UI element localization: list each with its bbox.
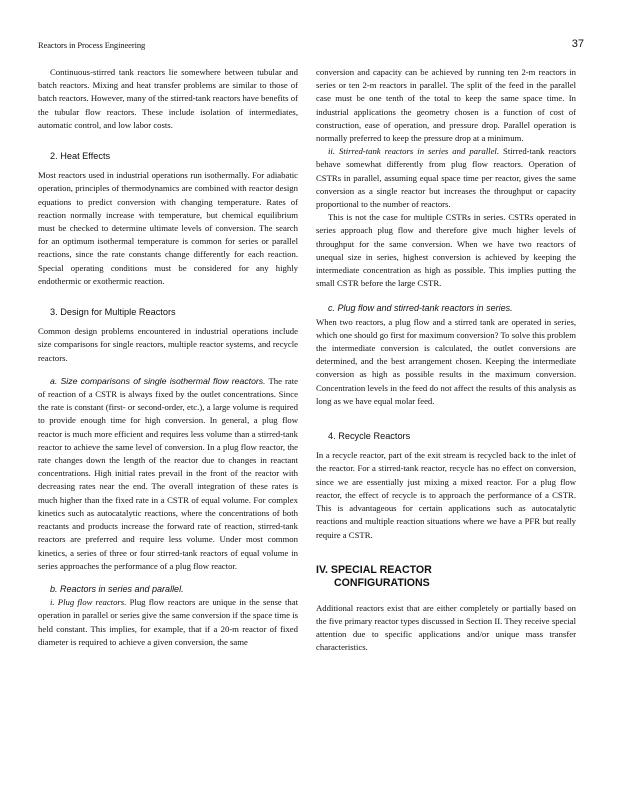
paragraph-heat-effects: Most reactors used in industrial operations run isothermally. For adiabatic operation, principles of thermodynamics are combined with reactor design equations to predict conversion with changing temperature. Rates of reaction normally increase with temperature, but chemical equilibrium must be checked to determine ultimate levels of conversion. The search for an optimum isothermal temperature is common for series or parallel reactions, since the rate constants change differently for each reaction. Special operating conditions must be considered for any highly endothermic or exothermic reaction. [38, 170, 298, 286]
page-header [38, 40, 584, 54]
subheading-plug-flow-stirred: c. Plug flow and stirred-tank reactors in series. [328, 303, 513, 314]
heading-multiple-reactors: 3. Design for Multiple Reactors [50, 307, 176, 318]
right-column [316, 66, 576, 655]
paragraph-additional-reactors: Additional reactors exist that are either completely or partially based on the five primary reactor types discussed in Section II. They receive special attention due to specific applications and/or unique mass transfer characteristics. [316, 602, 576, 653]
paragraph-cstr-intro: Continuous-stirred tank reactors lie somewhere between tubular and batch reactors. Mixing and heat transfer problems are similar to those of batch reactors. However, many of the stirred-tank reactors have benefits of the tubular flow reactors. These include isolation of intermediates, automatic control, and low labor costs. [38, 67, 298, 130]
heading-special-line2: CONFIGURATIONS [334, 576, 430, 589]
running-head: Reactors in Process Engineering [38, 40, 146, 50]
heading-special-configurations [316, 564, 576, 590]
lead-stirred-tank: ii. Stirred-tank reactors in series and parallel. [328, 146, 500, 157]
paragraph-plug-flow [38, 596, 298, 649]
page-number: 37 [571, 38, 584, 50]
paragraph-two-reactors: When two reactors, a plug flow and a stirred tank are operated in series, which one should go first for maximum conversion? To solve this problem the intermediate conversion is calculated, the outlet conversions are determined, and the best arrangement chosen. Keeping the intermediate conversion as high as possible results in the maximum conversion. Concentration levels in the feed do not affect the results of this analysis as long as we have equal molar feed. [316, 316, 576, 406]
paragraph-cstrs-series: This is not the case for multiple CSTRs in series. CSTRs operated in series approach plug flow and therefore give much higher levels of throughput for the same conversion. When we have two reactors of unequal size in series, highest conversion is achieved by keeping the intermediate concentration as high as possible. This implies putting the small CSTR before the large CSTR. [316, 212, 576, 289]
subheading-series-parallel: b. Reactors in series and parallel. [50, 583, 184, 594]
paragraph-conversion-capacity: conversion and capacity can be achieved by running ten 2-m reactors in series or ten 2-m reactors in parallel. The split of the feed in the parallel case must be one tenth of the total to keep the same space time. In industrial applications the geometry chosen is a function of cost of construction, ease of operation, and pressure drop. Parallel operation is normally preferred to keep the pressure drop at a minimum. [316, 67, 576, 144]
paragraph-size-comparisons [38, 375, 298, 573]
paragraph-design-problems: Common design problems encountered in industrial operations include size comparisons for single reactors, multiple reactor systems, and recycle reactors. [38, 326, 298, 363]
subheading-size-comparisons: a. Size comparisons of single isothermal flow reactors. [50, 375, 266, 386]
text-plug-flow: Plug flow reactors are unique in the sense that operation in parallel or series give the same conversion if the space time is held constant. This implies, for example, that if a 20-m reactor of fixed diameter is required to achieve a given conversion, the same [38, 597, 298, 647]
heading-special-line1: IV. SPECIAL REACTOR [316, 563, 432, 576]
paragraph-stirred-tank-series [316, 145, 576, 211]
left-column [38, 66, 298, 649]
text-stirred-tank: Stirred-tank reactors behave somewhat differently from plug flow reactors. Operation of CSTRs in parallel, assuming equal space time per reactor, gives the same conversion as a single reactor but increases the throughput or capacity proportional to the number of reactors. [316, 146, 576, 210]
heading-recycle-reactors: 4. Recycle Reactors [328, 431, 411, 442]
text-size-comparisons: The rate of reaction of a CSTR is always fixed by the outlet concentrations. Since the rate is constant (first- or second-order, etc.), a large volume is required to provide enough time for high conversion. In general, a plug flow reactor is much more efficient and requires less volume than a stirred-tank reactor to achieve the same level of conversion. In a plug flow reactor, the rate changes down the length of the reactor due to changes in reactant concentrations. High initial rates prevail in the front of the reactor with decreasing rates near the end. The overall integration of these rates is much higher than the fixed rate in a CSTR of equal volume. For complex kinetics such as autocatalytic reactions, where the concentrations of both reactants and products increase the forward rate of reaction, stirred-tank reactors are preferred and require less volume. Under most common kinetics, a series of three or four stirred-tank reactors of equal volume in series approaches the performance of a plug flow reactor. [38, 375, 298, 571]
paragraph-recycle: In a recycle reactor, part of the exit stream is recycled back to the inlet of the reactor. For a stirred-tank reactor, recycle has no effect on conversion, since we are essentially just mixing a mixed reactor. For a plug flow reactor, the effect of recycle is to approach the performance of a CSTR. This is advantageous for certain applications such as autocatalytic reactions and multiple reaction situations where we have a PFR but really require a CSTR. [316, 450, 576, 540]
heading-heat-effects: 2. Heat Effects [50, 151, 111, 162]
lead-plug-flow: i. Plug flow reactors. [50, 597, 127, 608]
